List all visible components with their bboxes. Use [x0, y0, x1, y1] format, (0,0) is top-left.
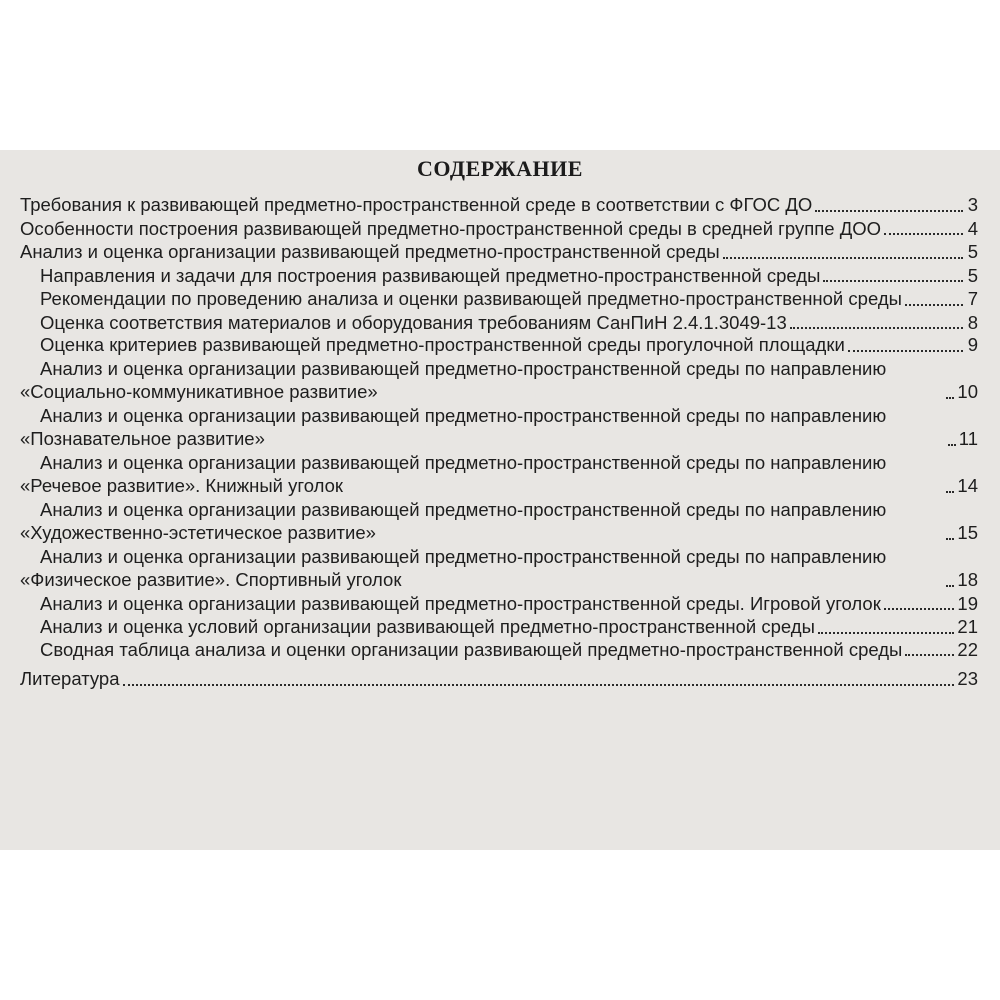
- toc-entry-text: Анализ и оценка организации развивающей предметно-пространственной среды по направлению «Познавательное развитие»: [20, 404, 887, 449]
- dot-leader: [884, 233, 963, 235]
- toc-entry-text: Литература: [20, 668, 120, 689]
- toc-page-number: 9: [967, 334, 978, 355]
- dot-leader: [723, 257, 963, 259]
- toc-subentry: [20, 545, 978, 592]
- toc-entry-text: Рекомендации по проведению анализа и оценки развивающей предметно-пространственной среды: [40, 288, 902, 309]
- toc-entry: [20, 240, 978, 264]
- toc-subentry: [20, 357, 978, 404]
- dot-leader: [823, 280, 963, 282]
- dot-leader: [848, 350, 963, 352]
- toc-entry-text: Анализ и оценка организации развивающей предметно-пространственной среды по направлению «Художественно-эстетическое развитие»: [20, 498, 887, 543]
- toc-entry-text: Сводная таблица анализа и оценки организации развивающей предметно-пространственной среды: [40, 638, 903, 660]
- toc-entry: [20, 217, 978, 241]
- dot-leader: [123, 684, 955, 686]
- toc-entry-text: Направления и задачи для построения развивающей предметно-пространственной среды: [40, 264, 821, 286]
- toc-page-number: 11: [958, 428, 978, 449]
- toc-entry-text: Анализ и оценка организации развивающей предметно-пространственной среды по направлению «Физическое развитие». Спортивный уголок: [20, 545, 887, 590]
- toc-entry-text: Особенности построения развивающей предметно-пространственной среды в средней группе ДОО: [20, 217, 882, 239]
- toc-page-number: 23: [957, 668, 978, 689]
- toc-entry-text: Анализ и оценка условий организации развивающей предметно-пространственной среды: [40, 616, 815, 637]
- toc-entry-text: Оценка критериев развивающей предметно-пространственной среды прогулочной площадки: [40, 334, 845, 355]
- toc-subentry: [20, 311, 978, 335]
- toc-page-number: 4: [967, 217, 978, 239]
- toc-entry-text: Анализ и оценка организации развивающей предметно-пространственной среды. Игровой уголок: [40, 592, 881, 614]
- dot-leader: [790, 327, 963, 329]
- toc-page-number: 8: [967, 311, 978, 333]
- toc-entry-text: Анализ и оценка организации развивающей предметно-пространственной среды по направлению «Социально-коммуникативное развитие»: [20, 357, 887, 402]
- toc-subentry: [20, 264, 978, 288]
- dot-leader: [818, 632, 955, 634]
- dot-leader: [905, 654, 954, 656]
- toc-subentry: [20, 287, 978, 311]
- toc-subentry: [20, 451, 978, 498]
- toc-page-number: 19: [957, 592, 978, 614]
- dot-leader: [946, 397, 954, 399]
- toc-subentry: [20, 592, 978, 616]
- toc-page-number: 21: [957, 616, 978, 637]
- toc-page-number: 10: [957, 381, 978, 402]
- toc-entry-text: Анализ и оценка организации развивающей предметно-пространственной среды по направлению «Речевое развитие». Книжный уголок: [20, 451, 887, 496]
- toc-subentry: [20, 638, 978, 662]
- toc-page-number: 7: [967, 288, 978, 309]
- toc-page-number: 5: [967, 241, 978, 262]
- dot-leader: [946, 585, 954, 587]
- toc-page-number: 3: [967, 194, 978, 215]
- dot-leader: [946, 491, 954, 493]
- dot-leader: [884, 608, 955, 610]
- toc-entry: [20, 667, 978, 691]
- toc-entry-text: Анализ и оценка организации развивающей предметно-пространственной среды: [20, 241, 720, 262]
- toc-page-number: 22: [957, 638, 978, 660]
- toc-page-number: 5: [967, 264, 978, 286]
- page-title: СОДЕРЖАНИЕ: [417, 156, 583, 181]
- toc-page-number: 15: [957, 522, 978, 543]
- toc-entry: [20, 193, 978, 217]
- toc-page-number: 14: [957, 475, 978, 496]
- dot-leader: [905, 304, 963, 306]
- toc-page-number: 18: [957, 569, 978, 590]
- toc-subentry: [20, 498, 978, 545]
- dot-leader: [948, 444, 956, 446]
- toc-entry-text: Оценка соответствия материалов и оборудования требованиям СанПиН 2.4.1.3049-13: [40, 311, 787, 333]
- toc-entry-text: Требования к развивающей предметно-пространственной среде в соответствии с ФГОС ДО: [20, 194, 813, 215]
- toc-subentry: [20, 615, 978, 639]
- dot-leader: [946, 538, 954, 540]
- toc-subentry: [20, 333, 978, 357]
- table-of-contents: [20, 193, 978, 691]
- dot-leader: [815, 210, 963, 212]
- toc-subentry: [20, 404, 978, 451]
